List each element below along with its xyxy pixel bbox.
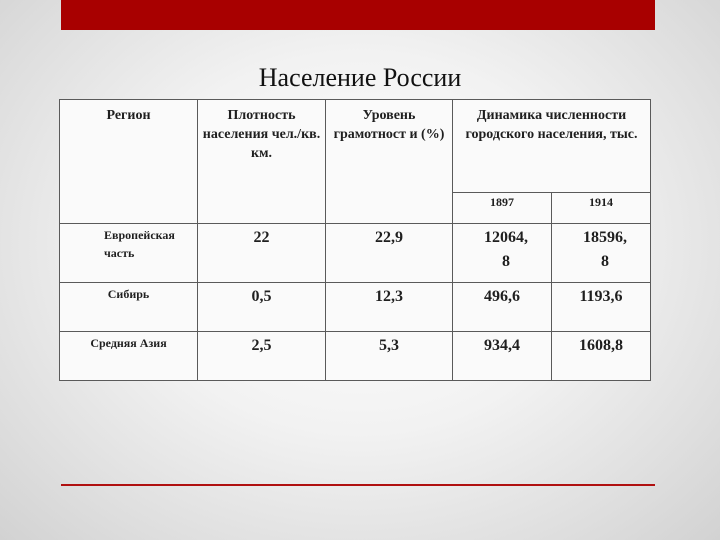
header-literacy: Уровень грамотност и (%) (326, 100, 453, 224)
slide-title: Население России (258, 63, 462, 92)
population-table (59, 99, 651, 381)
row-literacy: 5,3 (326, 332, 453, 381)
top-accent-bar (61, 0, 655, 30)
row-density: 2,5 (198, 332, 326, 381)
table-row (60, 224, 651, 283)
header-year-1914: 1914 (552, 193, 651, 224)
header-region: Регион (60, 100, 198, 224)
table-row (60, 332, 651, 381)
row-value-1897: 12064, 8 (453, 224, 552, 283)
row-literacy: 22,9 (326, 224, 453, 283)
table-header-row (60, 100, 651, 193)
row-value-1914: 1193,6 (552, 283, 651, 332)
row-value-1914: 1608,8 (552, 332, 651, 381)
row-value-1897: 496,6 (453, 283, 552, 332)
bottom-divider-line (61, 484, 655, 486)
row-value-1897: 934,4 (453, 332, 552, 381)
row-region: Европейская часть (60, 224, 198, 283)
population-table-wrap (59, 99, 650, 381)
header-dynamics: Динамика численности городского населения, тыс. (453, 100, 651, 193)
row-density: 22 (198, 224, 326, 283)
row-region: Средняя Азия (60, 332, 198, 381)
header-density: Плотность населения чел./кв. км. (198, 100, 326, 224)
row-value-1914: 18596, 8 (552, 224, 651, 283)
row-region: Сибирь (60, 283, 198, 332)
row-density: 0,5 (198, 283, 326, 332)
row-literacy: 12,3 (326, 283, 453, 332)
header-year-1897: 1897 (453, 193, 552, 224)
table-row (60, 283, 651, 332)
